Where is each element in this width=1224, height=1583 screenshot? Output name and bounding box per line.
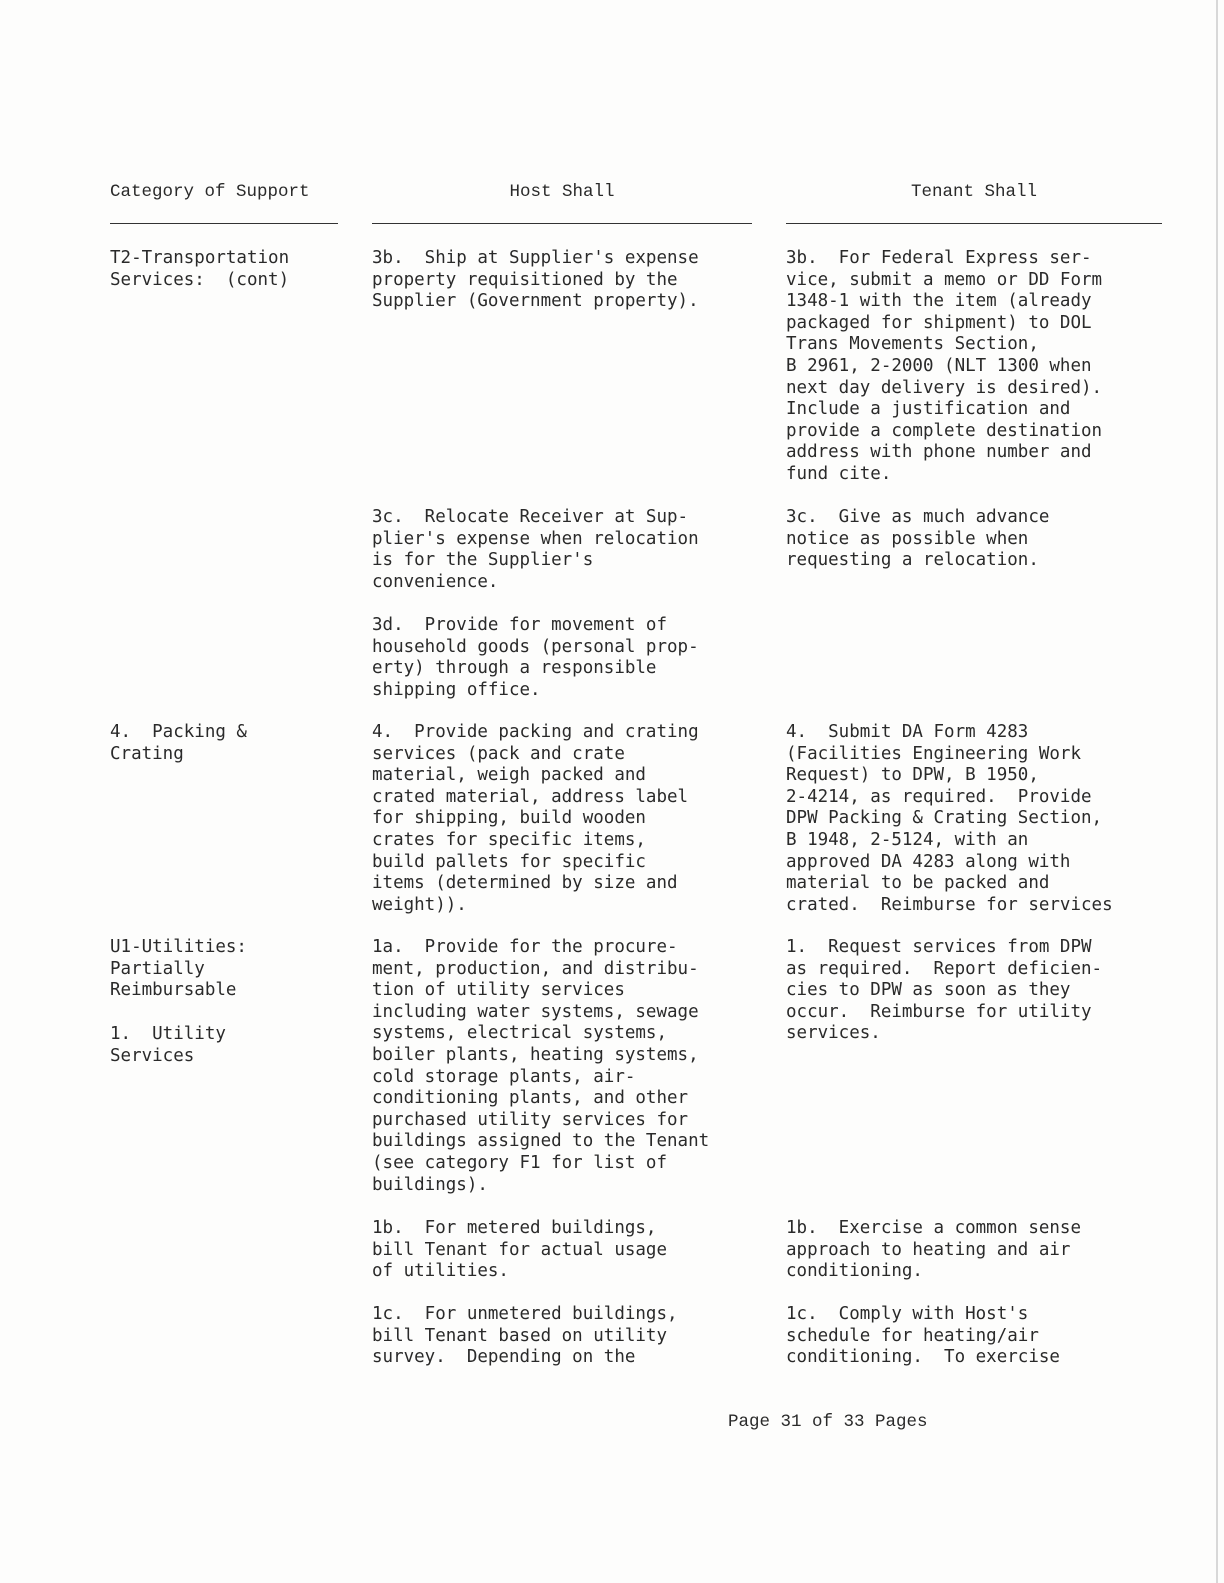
tenant-item-1c: 1c. Comply with Host's schedule for heating/air conditioning. To exercise bbox=[786, 1304, 1060, 1368]
page-edge bbox=[1216, 0, 1218, 1583]
page-number: Page 31 of 33 Pages bbox=[728, 1412, 928, 1432]
tenant-item-1: 1. Request services from DPW as required. Report deficien- cies to DPW as soon as they occur. Reimburse for utility services. bbox=[786, 937, 1103, 1044]
header-tenant-shall: Tenant Shall bbox=[910, 182, 1038, 202]
tenant-item-3c: 3c. Give as much advance notice as possible when requesting a relocation. bbox=[786, 507, 1050, 571]
header-rule-tenant bbox=[786, 223, 1162, 224]
host-item-3d: 3d. Provide for movement of household goods (personal prop- erty) through a responsible shipping office. bbox=[372, 615, 699, 700]
header-rule-category bbox=[110, 223, 338, 224]
header-category-of-support: Category of Support bbox=[110, 182, 310, 202]
host-item-1a: 1a. Provide for the procure- ment, production, and distribu- tion of utility services including water systems, sewage systems, electrical systems, boiler plants, heating systems, cold storage plants, air- conditioning plants, and other purchased utility services for buildings assigned to the Tenant (see category F1 for list of buildings). bbox=[372, 937, 710, 1195]
host-item-3c: 3c. Relocate Receiver at Sup- plier's expense when relocation is for the Supplier's convenience. bbox=[372, 507, 699, 592]
header-rule-host bbox=[372, 223, 752, 224]
category-u1-utilities: U1-Utilities: Partially Reimbursable bbox=[110, 937, 247, 1001]
host-item-1c: 1c. For unmetered buildings, bill Tenant based on utility survey. Depending on the bbox=[372, 1304, 678, 1368]
host-item-4: 4. Provide packing and crating services (pack and crate material, weigh packed and crated material, address label for shipping, build wooden crates for specific items, build pallets for specific items (determined by size and weight)). bbox=[372, 722, 699, 915]
tenant-item-1b: 1b. Exercise a common sense approach to heating and air conditioning. bbox=[786, 1218, 1082, 1282]
tenant-item-3b: 3b. For Federal Express ser- vice, submit a memo or DD Form 1348-1 with the item (already packaged for shipment) to DOL Trans Movements Section, B 2961, 2-2000 (NLT 1300 when next day delivery is desired). Include a justification and provide a complete destination address with phone number and fund cite. bbox=[786, 248, 1103, 484]
category-packing-crating: 4. Packing & Crating bbox=[110, 722, 247, 764]
category-t2-transportation: T2-Transportation Services: (cont) bbox=[110, 248, 290, 290]
category-utility-services: 1. Utility Services bbox=[110, 1024, 226, 1066]
host-item-1b: 1b. For metered buildings, bill Tenant for actual usage of utilities. bbox=[372, 1218, 668, 1282]
tenant-item-4: 4. Submit DA Form 4283 (Facilities Engineering Work Request) to DPW, B 1950, 2-4214, as required. Provide DPW Packing & Crating Section, B 1948, 2-5124, with an approved DA 4283 along with material to be packed and crated. Reimburse for services bbox=[786, 722, 1113, 915]
host-item-3b: 3b. Ship at Supplier's expense property requisitioned by the Supplier (Government property). bbox=[372, 248, 699, 312]
header-host-shall: Host Shall bbox=[509, 182, 615, 202]
